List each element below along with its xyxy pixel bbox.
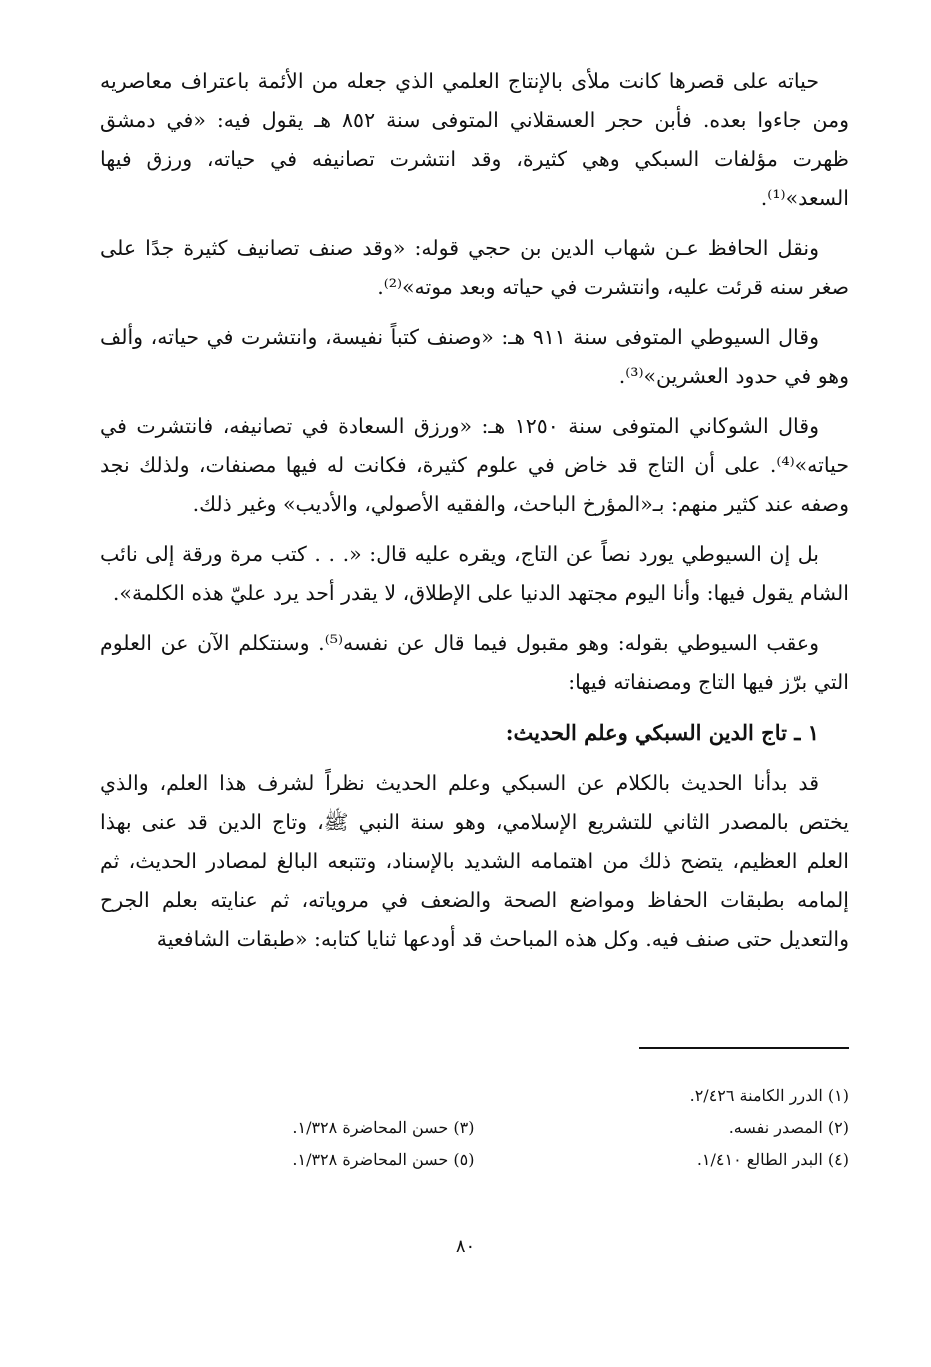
paragraph-6: وعقب السيوطي بقوله: وهو مقبول فيما قال عن نفسه⁽⁵⁾. وسنتكلم الآن عن العلوم التي برّز فيها التاج ومصنفاته فيها: <box>100 631 849 694</box>
section-heading: ١ ـ تاج الدين السبكي وعلم الحديث: <box>505 720 819 745</box>
paragraph-7: قد بدأنا الحديث بالكلام عن السبكي وعلم الحديث نظراً لشرف هذا العلم، والذي يختص بالمصدر الثاني للتشريع الإسلامي، وهو سنة النبي ﷺ، وتاج الدين قد عنى بهذا العلم العظيم، يتضح ذلك من اهتمامه الشديد بالإسناد، وتتبعه البالغ لمصادر الحديث، ثم إلمامه بطبقات الحفاظ ومواضع الصحة والضعف في مروياته، ثم عنايته بعلم الجرح والتعديل حتى صنف فيه. وكل هذه المباحث قد أودعها ثنايا كتابه: «طبقات الشافعية <box>100 771 849 951</box>
footnote-row <box>100 1112 849 1144</box>
paragraph-1: حياته على قصرها كانت ملأى بالإنتاج العلمي الذي جعله من الأئمة باعتراف معاصريه ومن جاءوا بعده. فأبن حجر العسقلاني المتوفى سنة ٨٥٢ هـ يقول فيه: «في دمشق ظهرت مؤلفات السبكي وهي كثيرة، وقد انتشرت تصانيفه في حياته، ورزق فيها السعد»⁽¹⁾. <box>100 69 850 210</box>
footnote-row <box>100 1080 849 1112</box>
footnote-spacer <box>100 1080 475 1112</box>
footnote-4: (٤) البدر الطالع ١/٤١٠. <box>696 1150 849 1169</box>
paragraph-5: بل إن السيوطي يورد نصاً عن التاج، ويقره عليه قال: «. . . كتب مرة ورقة إلى نائب الشام يقول فيها: وأنا اليوم مجتهد الدنيا على الإطلاق، لا يقدر أحد يرد عليّ هذه الكلمة». <box>100 542 849 605</box>
paragraph-2: ونقل الحافظ عـن شهاب الدين بن حجي قوله: «وقد صنف تصانيف كثيرة جدًا على صغر سنه قرئت عليه، وانتشرت في حياته وبعد موته»⁽²⁾. <box>100 236 849 299</box>
footnote-5: (٥) حسن المحاضرة ١/٣٢٨. <box>292 1150 475 1169</box>
paragraph-3: وقال السيوطي المتوفى سنة ٩١١ هـ: «وصنف كتباً نفيسة، وانتشرت في حياته، وألف وهو في حدود العشرين»⁽³⁾. <box>100 325 849 388</box>
footnote-1: (١) الدرر الكامنة ٢/٤٢٦. <box>689 1086 849 1105</box>
footnote-3: (٣) حسن المحاضرة ١/٣٢٨. <box>292 1118 475 1137</box>
body-text <box>100 62 849 970</box>
page-number: ٨٠ <box>455 1236 476 1257</box>
footnote-divider <box>639 1047 849 1049</box>
footnote-row <box>100 1144 849 1176</box>
paragraph-4: وقال الشوكاني المتوفى سنة ١٢٥٠ هـ: «ورزق السعادة في تصانيفه، فانتشرت في حياته»⁽⁴⁾. على أن التاج قد خاض في علوم كثيرة، فكانت له فيها مصنفات، ولذلك نجد وصفه عند كثير منهم: بـ«المؤرخ الباحث، والفقيه الأصولي، والأديب» وغير ذلك. <box>100 414 849 516</box>
footnotes <box>100 1080 849 1176</box>
footnote-2: (٢) المصدر نفسه. <box>728 1118 849 1137</box>
